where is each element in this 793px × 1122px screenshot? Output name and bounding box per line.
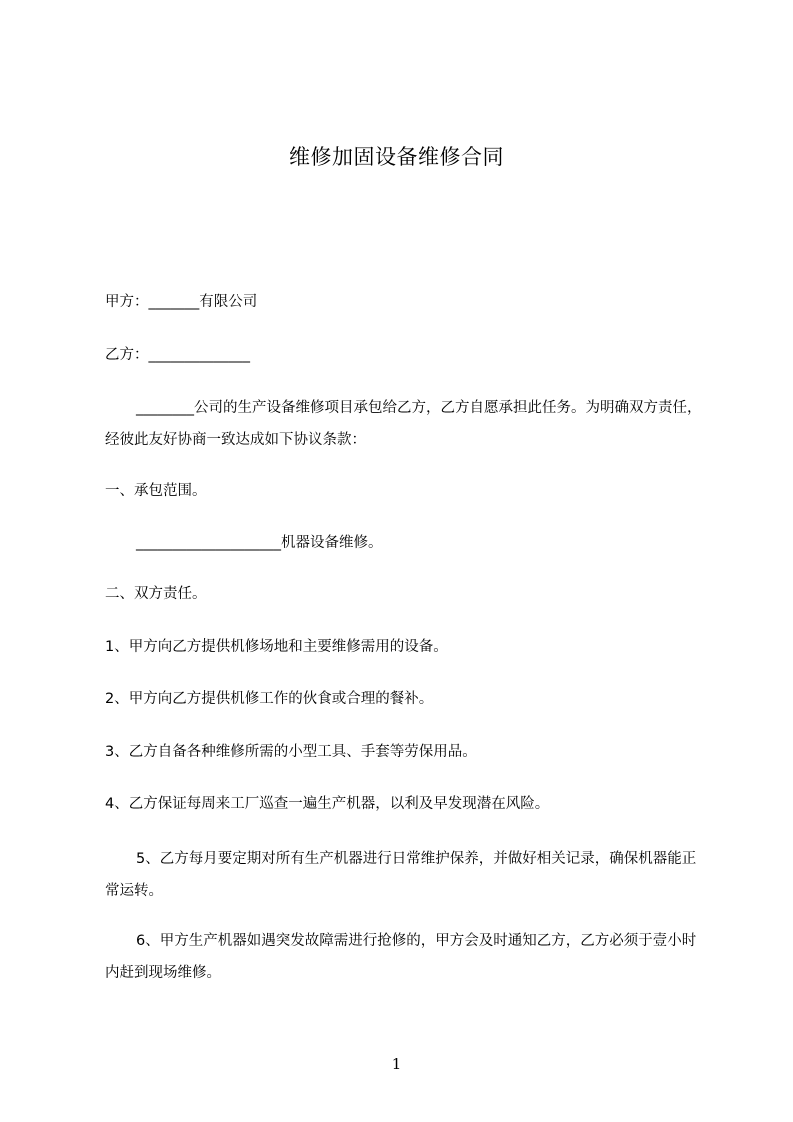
intro-paragraph: ________公司的生产设备维修项目承包给乙方，乙方自愿承担此任务。为明确双方责任，经彼此友好协商一致达成如下协议条款：	[105, 400, 702, 448]
section-heading-responsibilities: 二、双方责任。	[105, 586, 207, 602]
scope-paragraph: ____________________机器设备维修。	[136, 535, 383, 551]
clause-3: 3、乙方自备各种维修所需的小型工具、手套等劳保用品。	[105, 744, 477, 760]
page-number: 1	[391, 1055, 402, 1073]
clause-4: 4、乙方保证每周来工厂巡查一遍生产机器，以利及早发现潜在风险。	[105, 796, 550, 812]
party-b-line: 乙方：______________	[105, 347, 250, 363]
section-heading-scope: 一、承包范围。	[105, 483, 207, 499]
document-title: 维修加固设备维修合同	[289, 145, 504, 169]
party-a-line: 甲方：_______有限公司	[105, 294, 258, 310]
clause-1: 1、甲方向乙方提供机修场地和主要维修需用的设备。	[105, 639, 448, 655]
clause-5: 5、乙方每月要定期对所有生产机器进行日常维护保养，并做好相关记录，确保机器能正常运转。	[105, 851, 697, 899]
clause-6: 6、甲方生产机器如遇突发故障需进行抢修的，甲方会及时通知乙方，乙方必须于壹小时内赶到现场维修。	[105, 933, 697, 981]
clause-2: 2、甲方向乙方提供机修工作的伙食或合理的餐补。	[105, 691, 434, 707]
